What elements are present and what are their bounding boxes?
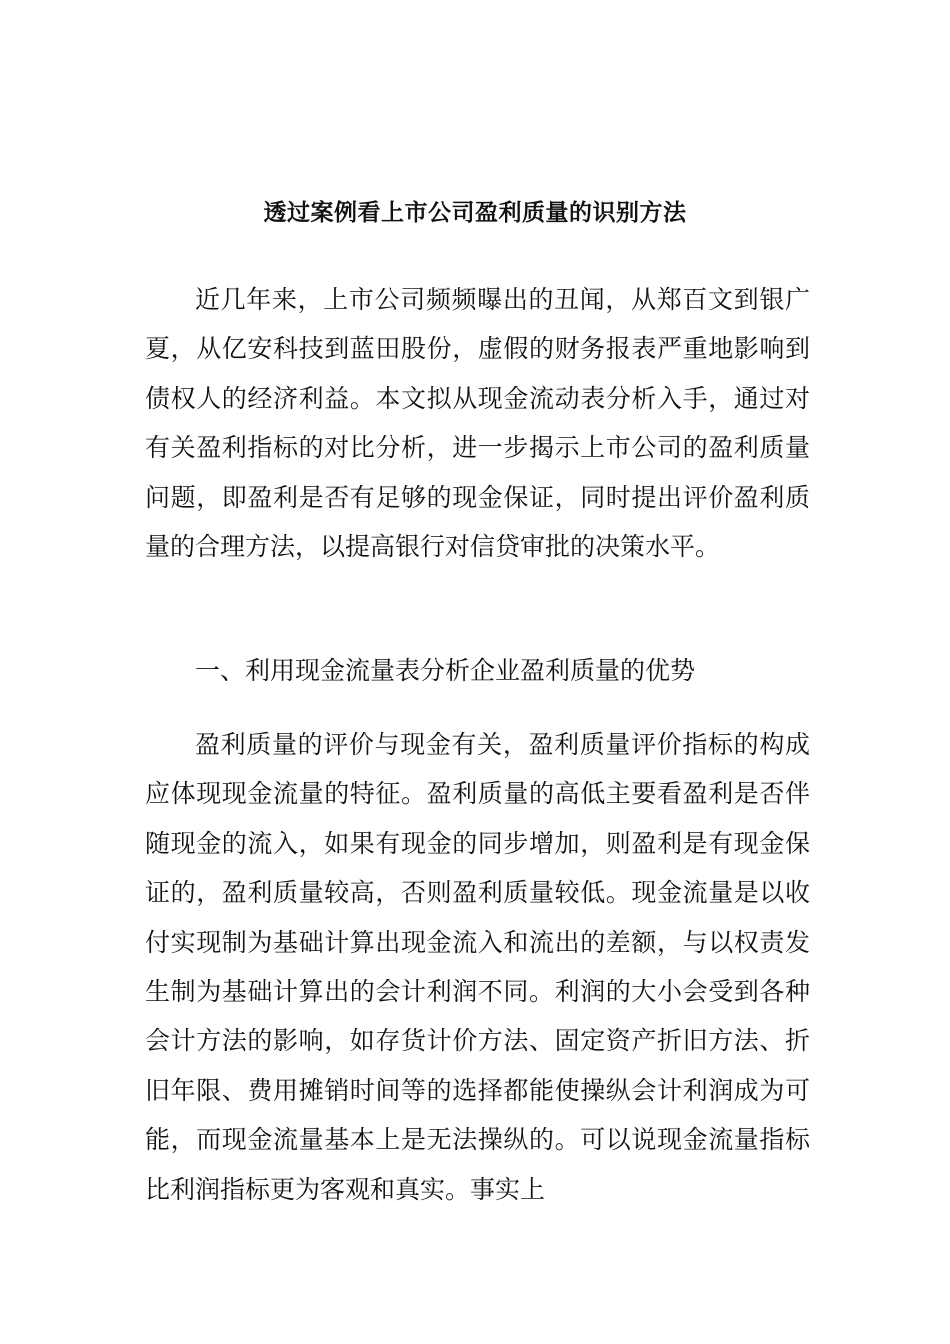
paragraph-advantages: 盈利质量的评价与现金有关，盈利质量评价指标的构成应体现现金流量的特征。盈利质量的高低主要看盈利是否伴随现金的流入，如果有现金的同步增加，则盈利是有现金保证的，盈利质量较高，否则盈利质量较低。现金流量是以收付实现制为基础计算出现金流入和流出的差额，与以权责发生制为基础计算出的会计利润不同。利润的大小会受到各种会计方法的影响，如存货计价方法、固定资产折旧方法、折旧年限、费用摊销时间等的选择都能使操纵会计利润成为可能，而现金流量基本上是无法操纵的。可以说现金流量指标比利润指标更为客观和真实。事实上 [145,730,810,1204]
paragraph-intro: 近几年来，上市公司频频曝出的丑闻，从郑百文到银广夏，从亿安科技到蓝田股份，虚假的财务报表严重地影响到债权人的经济利益。本文拟从现金流动表分析入手，通过对有关盈利指标的对比分析，进一步揭示上市公司的盈利质量问题，即盈利是否有足够的现金保证，同时提出评价盈利质量的合理方法，以提高银行对信贷审批的决策水平。 [145,285,810,562]
section-heading: 一、利用现金流量表分析企业盈利质量的优势 [195,656,696,685]
document-title: 透过案例看上市公司盈利质量的识别方法 [263,199,687,226]
